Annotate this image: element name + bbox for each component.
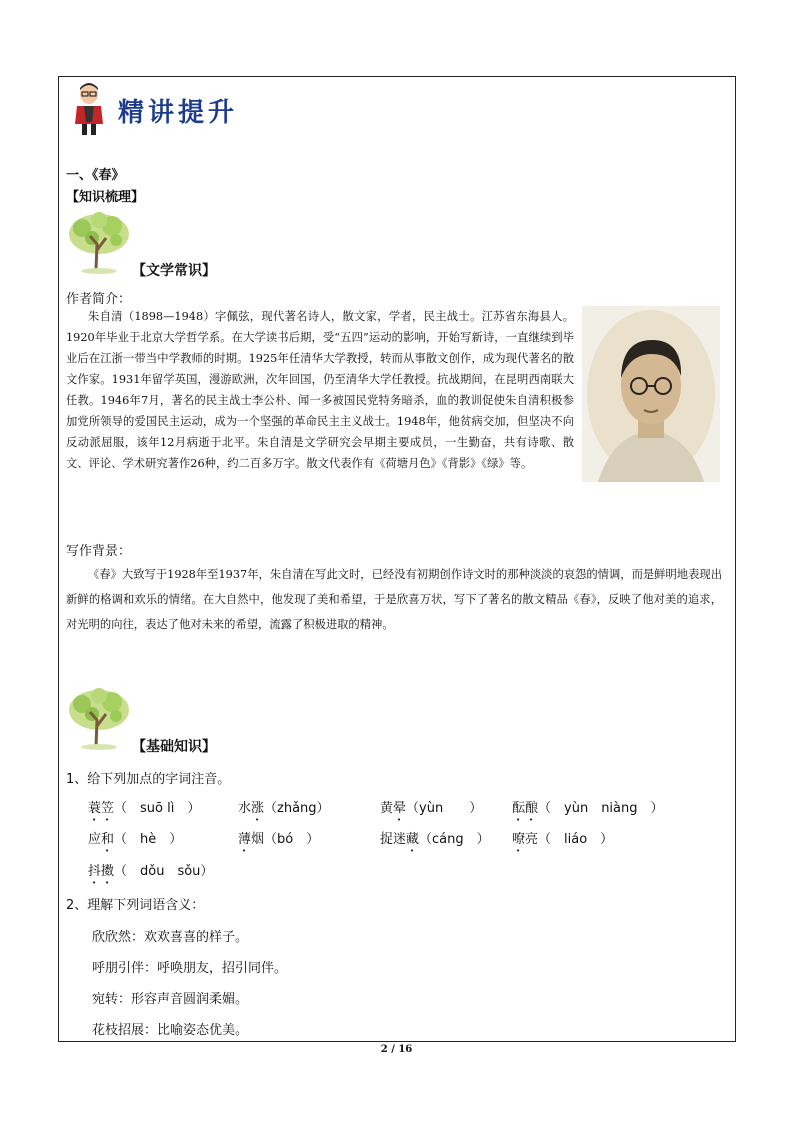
pinyin-item: 嘹亮（ liáo ） bbox=[512, 832, 614, 847]
section-title: 一、《春》 bbox=[66, 168, 125, 183]
pinyin-item: 应和（ hè ） bbox=[88, 832, 183, 847]
tree-icon bbox=[66, 686, 132, 750]
pinyin-item: 水涨（zhǎng） bbox=[238, 801, 330, 816]
author-label: 作者简介： bbox=[66, 292, 132, 307]
knowledge-label: 【知识梳理】 bbox=[66, 190, 145, 205]
literary-heading: 【文学常识】 bbox=[132, 263, 216, 279]
tree-icon bbox=[66, 210, 132, 274]
pinyin-item: 酝酿（ yùn niàng ） bbox=[512, 801, 664, 816]
question-1: 1、给下列加点的字词注音。 bbox=[66, 772, 231, 787]
definition-item: 欣欣然：欢欢喜喜的样子。 bbox=[92, 930, 249, 945]
background-label: 写作背景： bbox=[66, 544, 132, 559]
definition-item: 宛转：形容声音圆润柔媚。 bbox=[92, 992, 249, 1007]
pinyin-item: 抖擞（ dǒu sǒu） bbox=[88, 864, 214, 879]
pinyin-item: 黄晕（yùn ） bbox=[380, 801, 483, 816]
page-number: 2 / 16 bbox=[380, 1044, 413, 1055]
question-2: 2、理解下列词语含义： bbox=[66, 898, 205, 913]
pinyin-item: 蓑笠（ suō lì ） bbox=[88, 801, 201, 816]
author-portrait bbox=[582, 306, 720, 482]
pinyin-item: 薄烟（bó ） bbox=[238, 832, 320, 847]
author-bio: 朱自清（1898—1948）字佩弦，现代著名诗人，散文家，学者，民主战士。江苏省东海县人。1920年毕业于北京大学哲学系。在大学读书后期，受“五四”运动的影响，开始写新诗，一直继续到毕业后在江浙一带当中学教师的时期。1925年任清华大学教授，转而从事散文创作，成为现代著名的散文作家。1931年留学英国，漫游欧洲，次年回国，仍至清华大学任教授。抗战期间，在昆明西南联大任教。1946年7月，著名的民主战士李公朴、闻一多被国民党特务暗杀，血的教训促使朱自清积极参加党所领导的爱国民主运动，成为一个坚强的革命民主主义战士。1948年，他贫病交加，但坚决不向反动派屈服，该年12月病逝于北平。朱自清是文学研究会早期主要成员，一生勤奋，共有诗歌、散文、评论、学术研究著作26种，约二百多万字。散文代表作有《荷塘月色》《背影》《绿》等。 bbox=[66, 310, 574, 470]
background-text: 《春》大致写于1928年至1937年，朱自清在写此文时，已经没有初期创作诗文时的那种淡淡的哀怨的情调，而是鲜明地表现出新鲜的格调和欢乐的情绪。在大自然中，他发现了美和希望，于是欣喜万状，写下了著名的散文精品《春》，反映了他对美的追求，对光明的向往，表达了他对未来的希望，流露了积极进取的精神。 bbox=[66, 568, 722, 631]
pinyin-item: 捉迷藏（cáng ） bbox=[380, 832, 490, 847]
page-title: 精讲提升 bbox=[118, 98, 239, 128]
definition-item: 花枝招展：比喻姿态优美。 bbox=[92, 1023, 249, 1038]
teacher-mascot-icon bbox=[72, 82, 106, 136]
definition-item: 呼朋引伴：呼唤朋友，招引同伴。 bbox=[92, 961, 288, 976]
basic-heading: 【基础知识】 bbox=[132, 739, 216, 755]
